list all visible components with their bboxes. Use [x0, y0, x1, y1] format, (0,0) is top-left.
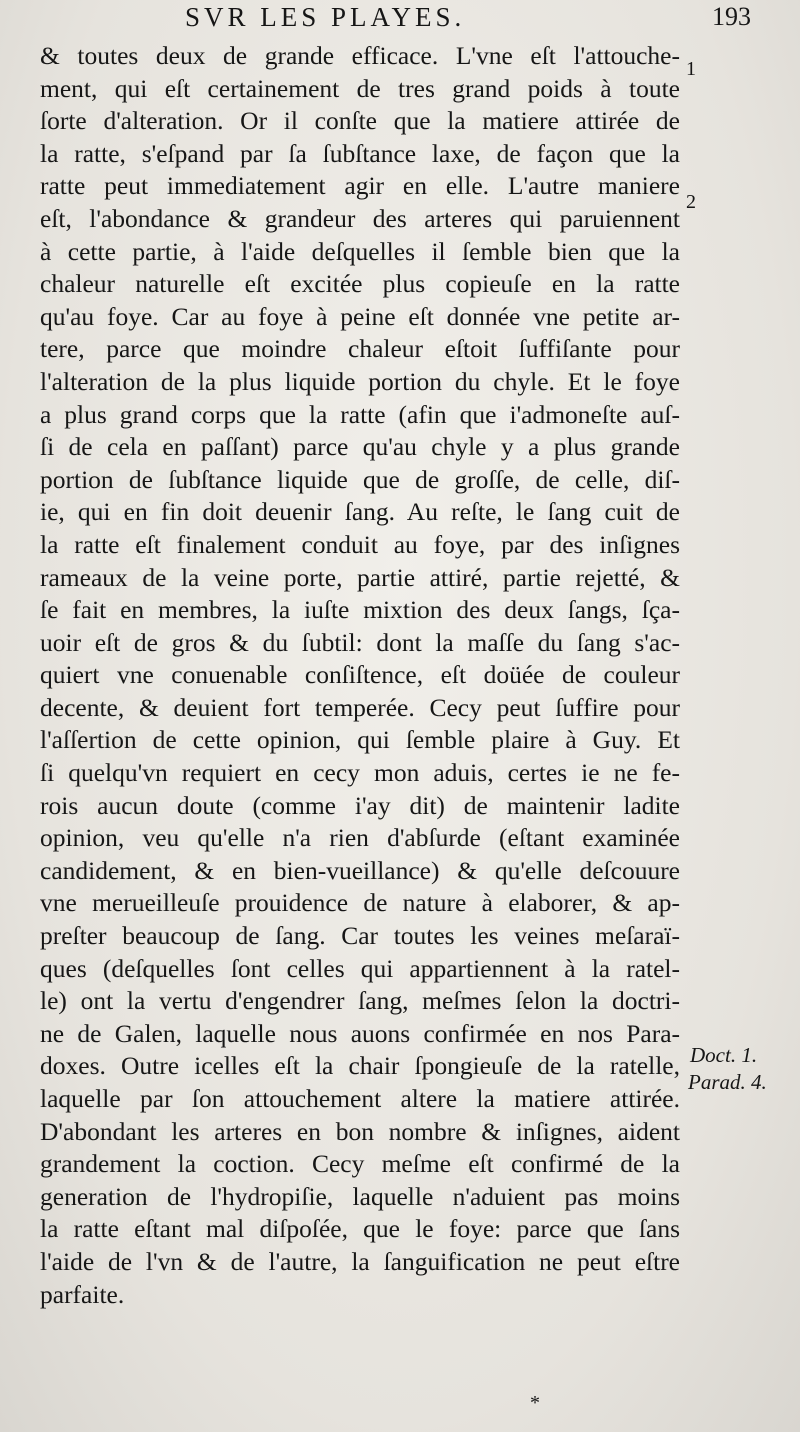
- running-head: SVR LES PLAYES.: [185, 2, 466, 32]
- text-line: l'aide de l'vn & de l'autre, la ſanguification ne peut eſtre: [40, 1246, 680, 1276]
- text-line: tere, parce que moindre chaleur eſtoit ſuffiſante pour: [40, 334, 680, 364]
- text-line: generation de l'hydropiſie, laquelle n'aduient pas moins: [40, 1181, 680, 1211]
- text-line: quiert vne conuenable conſiſtence, eſt doüée de couleur: [40, 660, 680, 690]
- text-line: la ratte eſt finalement conduit au foye, par des inſignes: [40, 529, 680, 559]
- body-text: [40, 40, 680, 1311]
- margin-note-doct: Doct. 1.: [690, 1043, 758, 1067]
- text-line: laquelle par ſon attouchement altere la matiere attirée.: [40, 1084, 680, 1113]
- margin-note-2: 2: [686, 191, 696, 213]
- text-line: D'abondant les arteres en bon nombre & inſignes, aident: [40, 1116, 680, 1146]
- text-line: grandement la coction. Cecy meſme eſt confirmé de la: [40, 1149, 680, 1179]
- text-line: ques (deſquelles ſont celles qui appartiennent à la ratel-: [40, 953, 680, 983]
- text-line: ratte peut immediatement agir en elle. L'autre maniere: [40, 171, 680, 201]
- text-line: a plus grand corps que la ratte (afin que i'admoneſte auſ-: [40, 399, 680, 429]
- text-line: chaleur naturelle eſt excitée plus copieuſe en la ratte: [40, 269, 680, 299]
- text-line: ment, qui eſt certainement de tres grand poids à toute: [40, 73, 680, 103]
- text-line: le) ont la vertu d'engendrer ſang, meſmes ſelon la doctri-: [40, 986, 680, 1016]
- text-line: candidement, & en bien-vueillance) & qu'elle deſcouure: [40, 855, 680, 885]
- margin-note-1: 1: [686, 58, 696, 80]
- text-line: l'aſſertion de cette opinion, qui ſemble plaire à Guy. Et: [40, 725, 680, 755]
- margin-note-parad: Parad. 4.: [688, 1070, 767, 1094]
- text-line: preſter beaucoup de ſang. Car toutes les veines meſaraï-: [40, 921, 680, 951]
- text-line: vne merueilleuſe prouidence de nature à elaborer, & ap-: [40, 888, 680, 918]
- text-line: rameaux de la veine porte, partie attiré, partie rejetté, &: [40, 562, 680, 592]
- text-line: ſe fait en membres, la iuſte mixtion des deux ſangs, ſça-: [40, 595, 680, 625]
- page-number: 193: [712, 2, 751, 31]
- text-line: ie, qui en fin doit deuenir ſang. Au reſte, le ſang cuit de: [40, 497, 680, 527]
- catchword: *: [530, 1392, 540, 1414]
- text-line: parfaite.: [40, 1279, 125, 1309]
- text-line: qu'au foye. Car au foye à peine eſt donnée vne petite ar-: [40, 301, 680, 331]
- text-line: ſi de cela en paſſant) parce qu'au chyle y a plus grande: [40, 432, 680, 462]
- text-line: la ratte, s'eſpand par ſa ſubſtance laxe, de façon que la: [40, 138, 680, 168]
- text-line: ſi quelqu'vn requiert en cecy mon aduis, certes ie ne fe-: [40, 758, 680, 788]
- text-line: decente, & deuient fort temperée. Cecy peut ſuffire pour: [40, 692, 680, 722]
- text-line: à cette partie, à l'aide deſquelles il ſemble bien que la: [40, 236, 680, 266]
- text-line: portion de ſubſtance liquide que de groſſe, de celle, diſ-: [40, 464, 680, 494]
- text-line: ſorte d'alteration. Or il conſte que la matiere attirée de: [40, 106, 680, 136]
- text-line: & toutes deux de grande efficace. L'vne eſt l'attouche-: [40, 41, 680, 70]
- text-line: rois aucun doute (comme i'ay dit) de maintenir ladite: [40, 790, 680, 820]
- text-line: doxes. Outre icelles eſt la chair ſpongieuſe de la ratelle,: [40, 1051, 680, 1081]
- text-line: uoir eſt de gros & du ſubtil: dont la maſſe du ſang s'ac-: [40, 627, 680, 657]
- text-line: ne de Galen, laquelle nous auons confirmée en nos Para-: [40, 1018, 680, 1048]
- text-line: la ratte eſtant mal diſpoſée, que le foye: parce que ſans: [40, 1214, 680, 1244]
- text-line: opinion, veu qu'elle n'a rien d'abſurde (eſtant examinée: [40, 823, 680, 853]
- text-line: eſt, l'abondance & grandeur des arteres qui paruiennent: [40, 203, 680, 233]
- page-header: [0, 2, 800, 42]
- text-line: l'alteration de la plus liquide portion du chyle. Et le foye: [40, 366, 680, 396]
